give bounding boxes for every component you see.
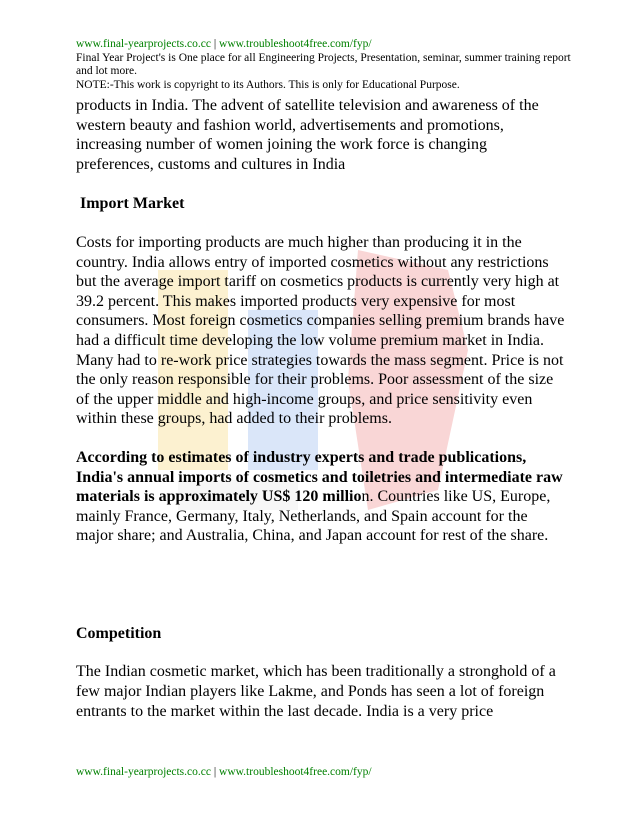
header-separator: |	[210, 38, 220, 50]
heading-import-market	[76, 194, 566, 214]
estimates-regular-text: n. Countries like US, Europe, mainly France, Germany, Italy, Netherlands, and Spain account for the major share; and Australia, China, and Japan account for rest of the share.	[76, 488, 551, 545]
page-header	[76, 38, 576, 92]
footer-separator: |	[210, 766, 220, 778]
header-note: NOTE:-This work is copyright to its Authors. This is only for Educational Purpose.	[76, 78, 460, 91]
paragraph-import-market: Costs for importing products are much higher than producing it in the country. India allows entry of imported cosmetics without any restrictions but the average import tariff on cosmetics products is currently very high at 39.2 percent. This makes imported products very expensive for most consumers. Most foreign cosmetics companies selling premium brands have had a difficult time developing the low volume premium market in India. Many had to re-work price strategies towards the mass segment. Price is not the only reason responsible for their problems. Poor assessment of the size of the upper middle and high-income groups, and price sensitivity even within these groups, had added to their problems.	[76, 233, 565, 428]
footer-link-troubleshoot4free[interactable]: www.troubleshoot4free.com/fyp/	[219, 766, 372, 778]
document-body	[76, 96, 566, 721]
heading-competition: Competition	[76, 624, 162, 642]
header-description: Final Year Project's is One place for all Engineering Projects, Presentation, seminar, summer training report and lot more.	[76, 51, 571, 77]
page-footer	[76, 766, 372, 780]
header-link-troubleshoot4free[interactable]: www.troubleshoot4free.com/fyp/	[219, 38, 372, 50]
header-link-final-yearprojects[interactable]: www.final-yearprojects.co.cc	[76, 38, 211, 50]
footer-link-final-yearprojects[interactable]: www.final-yearprojects.co.cc	[76, 766, 211, 778]
heading-import-market-text: Import Market	[80, 195, 185, 213]
paragraph-competition: The Indian cosmetic market, which has been traditionally a stronghold of a few major Indian players like Lakme, and Ponds has seen a lot of foreign entrants to the market within the last decade. India is a very price	[76, 663, 556, 720]
paragraph-intro: products in India. The advent of satellite television and awareness of the western beauty and fashion world, advertisements and promotions, increasing number of women joining the work force is changing preferences, customs and cultures in India	[76, 97, 539, 173]
paragraph-import-estimates	[76, 448, 566, 546]
estimates-bold-text: According to estimates of industry experts and trade publications, India's annual imports of cosmetics and toiletries and intermediate raw materials is approximately US$ 120 millio	[76, 448, 563, 506]
